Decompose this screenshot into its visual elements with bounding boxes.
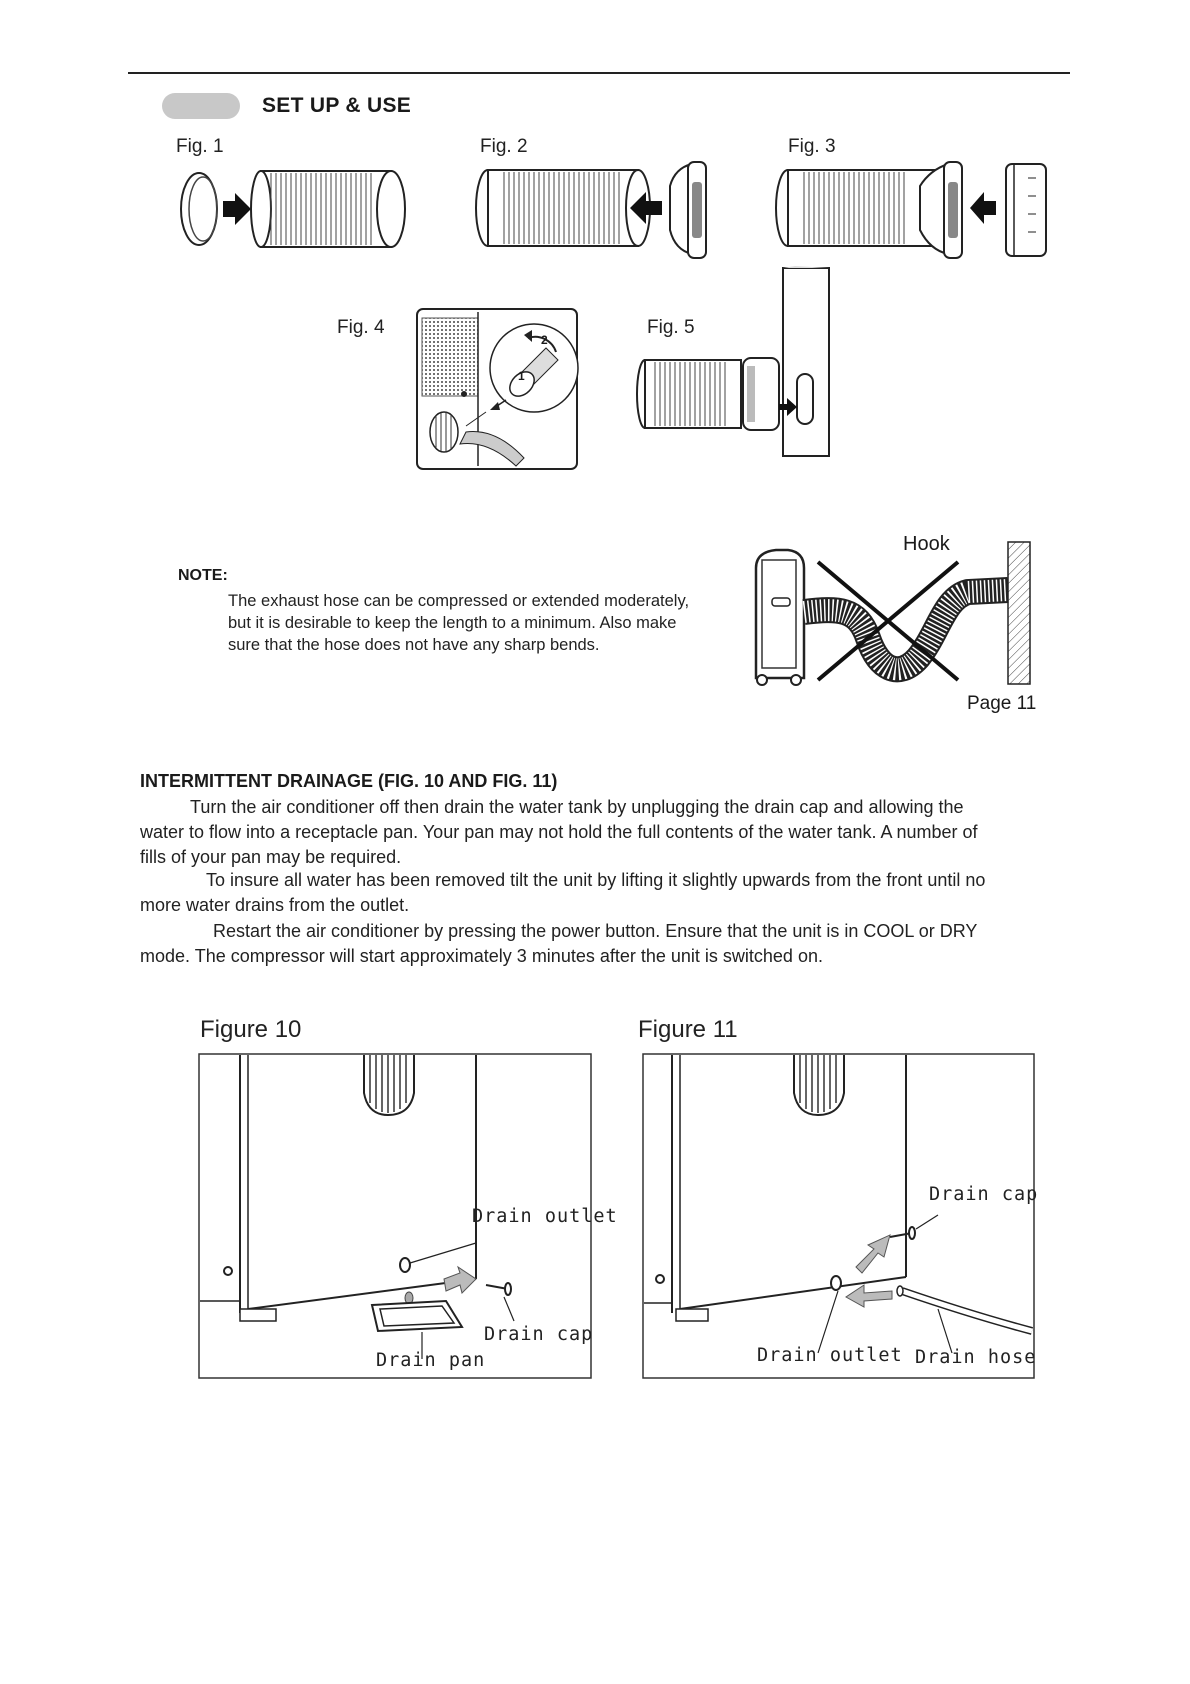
note-line: The exhaust hose can be compressed or extended moderately, — [228, 592, 690, 610]
fig10-drain-cap-label: Drain cap — [484, 1324, 594, 1345]
drainage-body — [140, 795, 1080, 969]
figure11-illustration — [642, 1053, 1035, 1379]
page-reference: Page 11 — [967, 693, 1037, 714]
section-pill — [162, 93, 240, 119]
fig5-label: Fig. 5 — [647, 317, 695, 338]
fig2-label: Fig. 2 — [480, 136, 528, 157]
fig5-illustration — [635, 266, 835, 466]
fig10-drain-outlet-label: Drain outlet — [472, 1206, 618, 1227]
fig3-label: Fig. 3 — [788, 136, 836, 157]
drainage-line: water to flow into a receptacle pan. Your pan may not hold the full contents of the water tank. A number of — [140, 822, 978, 842]
note-line: sure that the hose does not have any sharp bends. — [228, 636, 600, 654]
fig3-illustration — [770, 158, 1050, 263]
drainage-line: mode. The compressor will start approximately 3 minutes after the unit is switched on. — [140, 946, 823, 966]
drainage-line: Restart the air conditioner by pressing the power button. Ensure that the unit is in COOL or DRY — [213, 921, 978, 941]
hose-bend-illustration — [748, 538, 1048, 688]
fig2-illustration — [470, 158, 720, 263]
fig4-step1: 1 — [518, 369, 525, 383]
fig4-illustration — [416, 308, 578, 470]
fig4-label: Fig. 4 — [337, 317, 385, 338]
hook-label: Hook — [903, 533, 950, 555]
figure11-title: Figure 11 — [638, 1016, 738, 1043]
fig11-drain-cap-label: Drain cap — [929, 1184, 1039, 1205]
figure10-title: Figure 10 — [200, 1016, 302, 1043]
note-body — [228, 590, 748, 656]
drainage-line: fills of your pan may be required. — [140, 847, 402, 867]
drainage-line: To insure all water has been removed tilt the unit by lifting it slightly upwards from the front until no — [206, 870, 986, 890]
fig11-drain-hose-label: Drain hose — [915, 1347, 1037, 1368]
fig4-step2: 2 — [541, 333, 548, 347]
drainage-line: more water drains from the outlet. — [140, 895, 410, 915]
fig1-label: Fig. 1 — [176, 136, 224, 157]
note-heading: NOTE: — [178, 567, 228, 584]
fig10-drain-pan-label: Drain pan — [376, 1350, 486, 1371]
header-rule — [128, 72, 1070, 74]
section-title: SET UP & USE — [262, 94, 412, 117]
fig11-drain-outlet-label: Drain outlet — [757, 1345, 903, 1366]
fig1-illustration — [175, 165, 435, 255]
note-line: but it is desirable to keep the length to a minimum. Also make — [228, 614, 677, 632]
drainage-line: Turn the air conditioner off then drain the water tank by unplugging the drain cap and allowing the — [190, 797, 964, 817]
drainage-heading: INTERMITTENT DRAINAGE (FIG. 10 AND FIG. 11) — [140, 771, 558, 791]
